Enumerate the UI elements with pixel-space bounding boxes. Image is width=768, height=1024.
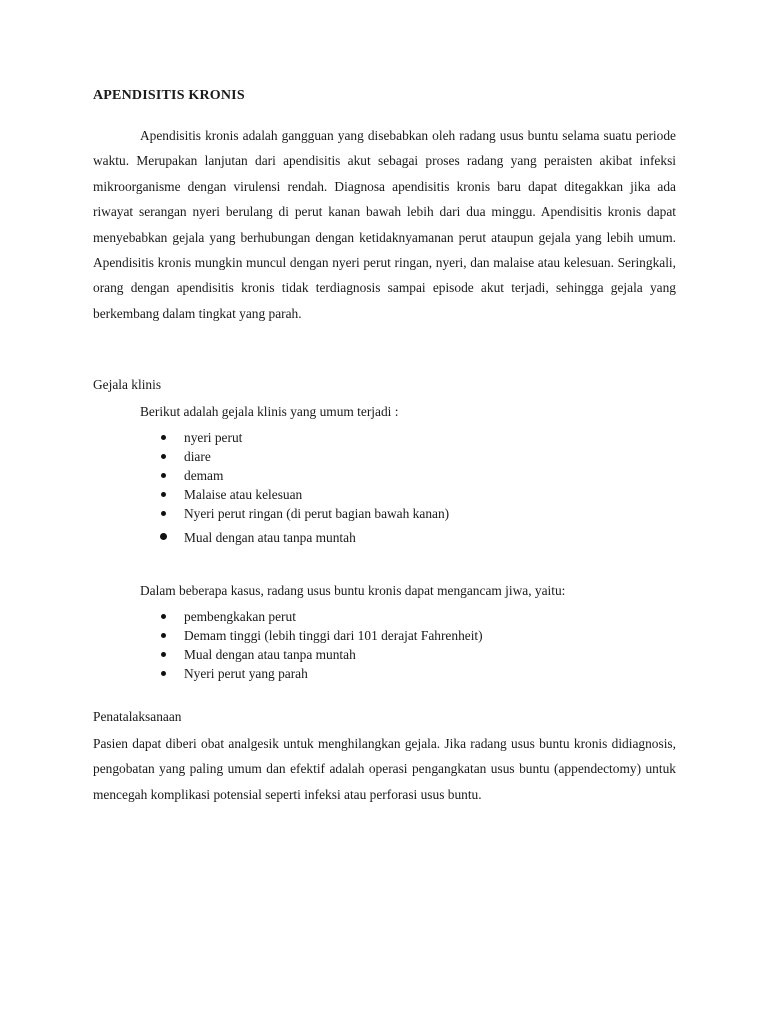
- treatment-heading: Penatalaksanaan: [93, 709, 182, 724]
- list-item: Nyeri perut yang parah: [159, 664, 483, 683]
- bullet-icon: [161, 473, 166, 478]
- danger-lead: Dalam beberapa kasus, radang usus buntu kronis dapat mengancam jiwa, yaitu:: [140, 583, 566, 598]
- bullet-icon: [161, 652, 166, 657]
- list-item: demam: [159, 466, 449, 485]
- list-item: nyeri perut: [159, 428, 449, 447]
- symptoms-lead: Berikut adalah gejala klinis yang umum terjadi :: [140, 404, 399, 419]
- treatment-paragraph: Pasien dapat diberi obat analgesik untuk menghilangkan gejala. Jika radang usus buntu kronis didiagnosis, pengobatan yang paling umum dan efektif adalah operasi pengangkatan usus buntu (appendectomy) untuk mencegah komplikasi potensial seperti infeksi atau perforasi usus buntu.: [93, 736, 676, 802]
- list-item: Malaise atau kelesuan: [159, 485, 449, 504]
- document-title: APENDISITIS KRONIS: [93, 88, 245, 103]
- danger-list: [159, 607, 483, 683]
- bullet-icon: [161, 614, 166, 619]
- symptoms-list: [159, 428, 449, 547]
- intro-paragraph: Apendisitis kronis adalah gangguan yang disebabkan oleh radang usus buntu selama suatu periode waktu. Merupakan lanjutan dari apendisitis akut sebagai proses radang yang peraisten akibat infeksi mikroorganisme dengan virulensi rendah. Diagnosa apendisitis kronis baru dapat ditegakkan jika ada riwayat serangan nyeri berulang di perut kanan bawah lebih dari dua minggu. Apendisitis kronis dapat menyebabkan gejala yang berhubungan dengan ketidaknyamanan perut ataupun gejala yang lebih umum. Apendisitis kronis mungkin muncul dengan nyeri perut ringan, nyeri, dan malaise atau kelesuan. Seringkali, orang dengan apendisitis kronis tidak terdiagnosis sampai episode akut terjadi, sehingga gejala yang berkembang dalam tingkat yang parah.: [93, 128, 676, 321]
- bullet-icon: [161, 511, 166, 516]
- list-item: pembengkakan perut: [159, 607, 483, 626]
- list-item: Demam tinggi (lebih tinggi dari 101 derajat Fahrenheit): [159, 626, 483, 645]
- bullet-icon: [161, 671, 166, 676]
- bullet-icon: [160, 533, 167, 540]
- bullet-icon: [161, 454, 166, 459]
- list-item: diare: [159, 447, 449, 466]
- symptoms-heading: Gejala klinis: [93, 377, 162, 392]
- list-item: Mual dengan atau tanpa muntah: [159, 645, 483, 664]
- bullet-icon: [161, 435, 166, 440]
- bullet-icon: [161, 492, 166, 497]
- bullet-icon: [161, 633, 166, 638]
- list-item: Nyeri perut ringan (di perut bagian bawah kanan): [159, 504, 449, 523]
- list-item: Mual dengan atau tanpa muntah: [159, 528, 449, 547]
